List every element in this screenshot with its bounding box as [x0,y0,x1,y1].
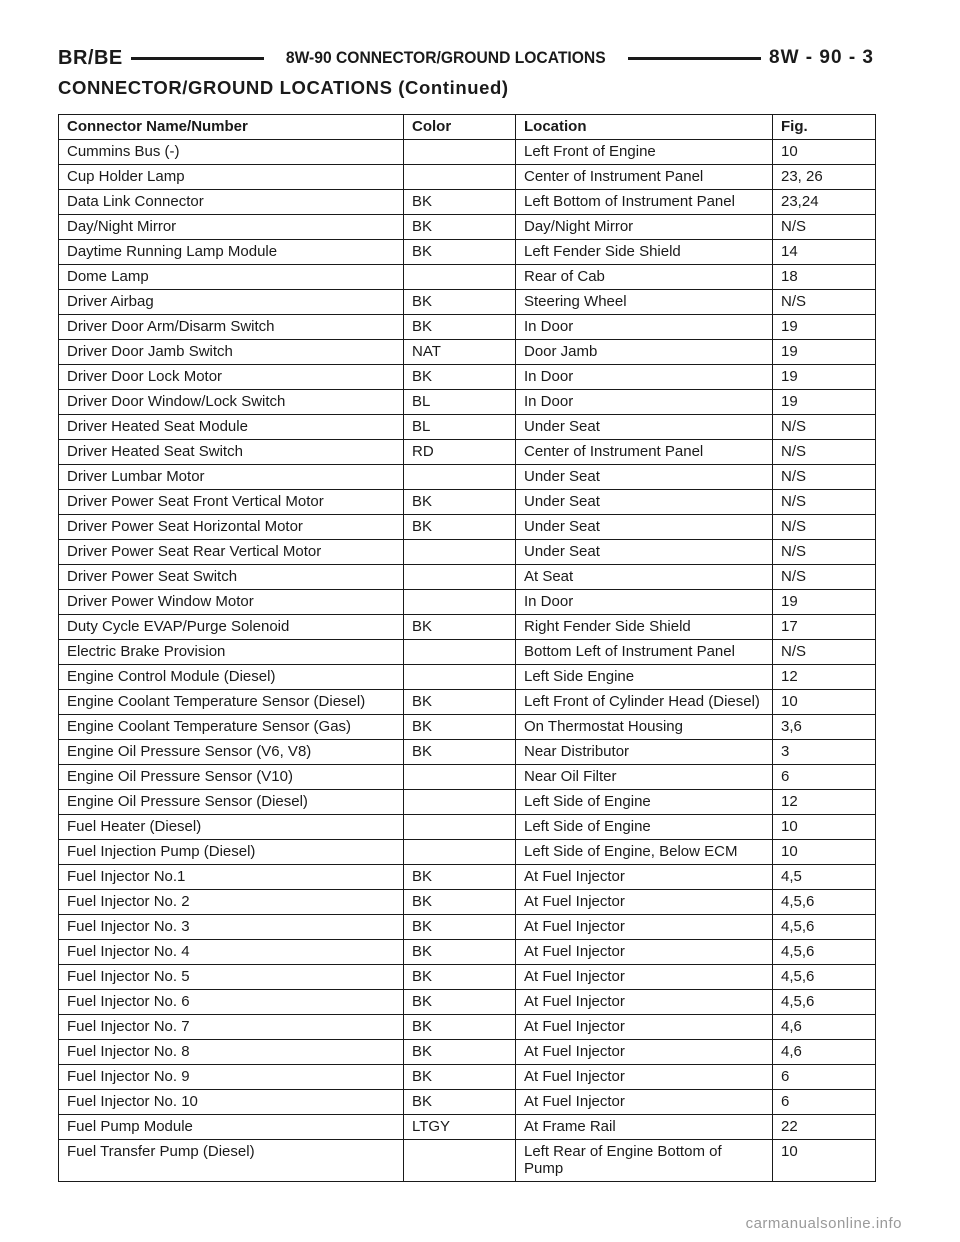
cell-location: Center of Instrument Panel [516,165,773,190]
cell-location: At Fuel Injector [516,965,773,990]
cell-connector-name: Driver Power Seat Horizontal Motor [59,515,404,540]
vehicle-code: BR/BE [58,46,123,69]
table-row [59,890,876,915]
table-row [59,540,876,565]
cell-color [404,640,516,665]
cell-connector-name: Engine Coolant Temperature Sensor (Diesel) [59,690,404,715]
cell-connector-name: Fuel Injector No. 6 [59,990,404,1015]
cell-fig: 19 [773,315,876,340]
cell-fig: 3 [773,740,876,765]
cell-location: At Fuel Injector [516,890,773,915]
cell-connector-name: Data Link Connector [59,190,404,215]
cell-location: Rear of Cab [516,265,773,290]
cell-color: BK [404,915,516,940]
cell-fig: 6 [773,1065,876,1090]
cell-location: Door Jamb [516,340,773,365]
cell-location: At Fuel Injector [516,1040,773,1065]
cell-connector-name: Driver Power Window Motor [59,590,404,615]
table-row [59,765,876,790]
cell-connector-name: Fuel Transfer Pump (Diesel) [59,1140,404,1182]
table-row [59,740,876,765]
cell-location: Left Front of Cylinder Head (Diesel) [516,690,773,715]
cell-connector-name: Fuel Injector No. 10 [59,1090,404,1115]
cell-connector-name: Duty Cycle EVAP/Purge Solenoid [59,615,404,640]
cell-fig: N/S [773,515,876,540]
cell-connector-name: Engine Oil Pressure Sensor (Diesel) [59,790,404,815]
cell-location: Under Seat [516,540,773,565]
cell-color: BL [404,390,516,415]
cell-fig: 4,5 [773,865,876,890]
cell-fig: 23,24 [773,190,876,215]
cell-connector-name: Fuel Heater (Diesel) [59,815,404,840]
table-row [59,915,876,940]
cell-color [404,465,516,490]
cell-connector-name: Driver Power Seat Switch [59,565,404,590]
cell-connector-name: Engine Oil Pressure Sensor (V10) [59,765,404,790]
cell-location: At Fuel Injector [516,1015,773,1040]
cell-fig: 14 [773,240,876,265]
cell-color [404,140,516,165]
cell-location: At Fuel Injector [516,1090,773,1115]
cell-color: BK [404,240,516,265]
cell-color [404,840,516,865]
cell-connector-name: Driver Heated Seat Module [59,415,404,440]
cell-color: NAT [404,340,516,365]
table-row [59,490,876,515]
cell-connector-name: Driver Door Lock Motor [59,365,404,390]
cell-fig: 19 [773,590,876,615]
table-row [59,140,876,165]
cell-fig: 19 [773,340,876,365]
cell-fig: N/S [773,215,876,240]
cell-color: BK [404,1040,516,1065]
cell-fig: 4,5,6 [773,965,876,990]
cell-location: Day/Night Mirror [516,215,773,240]
cell-connector-name: Driver Airbag [59,290,404,315]
cell-color: BK [404,740,516,765]
cell-location: At Fuel Injector [516,990,773,1015]
cell-fig: N/S [773,640,876,665]
cell-connector-name: Driver Power Seat Rear Vertical Motor [59,540,404,565]
table-row [59,865,876,890]
column-header-fig: Fig. [773,115,876,140]
table-row [59,415,876,440]
cell-location: Left Bottom of Instrument Panel [516,190,773,215]
cell-color: BK [404,365,516,390]
cell-fig: 23, 26 [773,165,876,190]
cell-location: At Fuel Injector [516,865,773,890]
cell-location: At Frame Rail [516,1115,773,1140]
table-row [59,290,876,315]
cell-location: Right Fender Side Shield [516,615,773,640]
cell-fig: 10 [773,690,876,715]
cell-fig: 4,5,6 [773,990,876,1015]
cell-color: BK [404,965,516,990]
page-number: 8W - 90 - 3 [769,47,875,68]
table-row [59,1015,876,1040]
cell-connector-name: Driver Door Arm/Disarm Switch [59,315,404,340]
cell-color [404,565,516,590]
cell-color: BK [404,490,516,515]
cell-connector-name: Engine Oil Pressure Sensor (V6, V8) [59,740,404,765]
cell-fig: 12 [773,665,876,690]
cell-location: At Fuel Injector [516,915,773,940]
cell-connector-name: Day/Night Mirror [59,215,404,240]
connector-location-table [58,114,876,1182]
cell-location: In Door [516,365,773,390]
table-row [59,165,876,190]
cell-connector-name: Driver Door Jamb Switch [59,340,404,365]
cell-connector-name: Driver Door Window/Lock Switch [59,390,404,415]
cell-color [404,815,516,840]
header-rule-left [131,57,264,60]
cell-location: At Fuel Injector [516,940,773,965]
cell-fig: 3,6 [773,715,876,740]
section-title: 8W-90 CONNECTOR/GROUND LOCATIONS [286,48,606,67]
cell-color [404,540,516,565]
table-row [59,815,876,840]
table-row [59,615,876,640]
cell-fig: 10 [773,1140,876,1182]
cell-connector-name: Driver Lumbar Motor [59,465,404,490]
table-row [59,1065,876,1090]
table-row [59,1140,876,1182]
table-row [59,790,876,815]
table-row [59,390,876,415]
cell-location: Under Seat [516,490,773,515]
cell-fig: N/S [773,290,876,315]
cell-color: BK [404,1015,516,1040]
cell-fig: N/S [773,415,876,440]
cell-fig: 4,5,6 [773,890,876,915]
table-body [59,140,876,1182]
table-row [59,515,876,540]
cell-fig: 4,6 [773,1040,876,1065]
cell-fig: 22 [773,1115,876,1140]
cell-location: Left Fender Side Shield [516,240,773,265]
cell-location: At Seat [516,565,773,590]
page-header [58,44,874,72]
cell-fig: 4,6 [773,1015,876,1040]
table-row [59,1115,876,1140]
cell-connector-name: Driver Power Seat Front Vertical Motor [59,490,404,515]
cell-fig: 19 [773,390,876,415]
cell-connector-name: Fuel Injector No. 2 [59,890,404,915]
cell-fig: N/S [773,465,876,490]
column-header-color: Color [404,115,516,140]
cell-location: Left Front of Engine [516,140,773,165]
cell-color: BK [404,190,516,215]
cell-connector-name: Fuel Injection Pump (Diesel) [59,840,404,865]
table-row [59,840,876,865]
header-rule-right [628,57,761,60]
cell-color: BK [404,515,516,540]
table-heading: CONNECTOR/GROUND LOCATIONS (Continued) [58,77,509,98]
cell-color [404,1140,516,1182]
table-row [59,440,876,465]
cell-fig: N/S [773,540,876,565]
cell-color: BK [404,290,516,315]
table-row [59,990,876,1015]
cell-connector-name: Dome Lamp [59,265,404,290]
cell-location: Under Seat [516,415,773,440]
cell-connector-name: Fuel Injector No. 5 [59,965,404,990]
cell-location: Left Side of Engine, Below ECM [516,840,773,865]
table-row [59,565,876,590]
cell-location: Near Oil Filter [516,765,773,790]
cell-location: In Door [516,315,773,340]
cell-connector-name: Driver Heated Seat Switch [59,440,404,465]
table-row [59,690,876,715]
cell-fig: N/S [773,565,876,590]
cell-fig: 6 [773,1090,876,1115]
cell-fig: 4,5,6 [773,915,876,940]
cell-location: In Door [516,390,773,415]
cell-connector-name: Fuel Injector No. 3 [59,915,404,940]
table-row [59,590,876,615]
table-row [59,665,876,690]
cell-fig: 12 [773,790,876,815]
cell-fig: 10 [773,140,876,165]
column-header-connector: Connector Name/Number [59,115,404,140]
cell-connector-name: Fuel Injector No. 9 [59,1065,404,1090]
cell-location: Center of Instrument Panel [516,440,773,465]
cell-location: In Door [516,590,773,615]
table-row [59,465,876,490]
table-row [59,215,876,240]
cell-location: Left Side Engine [516,665,773,690]
cell-color: BK [404,615,516,640]
cell-location: Left Side of Engine [516,815,773,840]
cell-color [404,790,516,815]
table-row [59,965,876,990]
cell-fig: 10 [773,840,876,865]
table-row [59,340,876,365]
cell-connector-name: Fuel Injector No. 8 [59,1040,404,1065]
cell-color [404,165,516,190]
cell-location: On Thermostat Housing [516,715,773,740]
cell-color: BK [404,865,516,890]
cell-fig: 18 [773,265,876,290]
table-row [59,190,876,215]
table-row [59,365,876,390]
cell-fig: 6 [773,765,876,790]
cell-color: BL [404,415,516,440]
cell-location: At Fuel Injector [516,1065,773,1090]
cell-connector-name: Engine Control Module (Diesel) [59,665,404,690]
table-row [59,940,876,965]
cell-connector-name: Daytime Running Lamp Module [59,240,404,265]
cell-fig: 10 [773,815,876,840]
cell-color: BK [404,715,516,740]
cell-color: LTGY [404,1115,516,1140]
cell-connector-name: Engine Coolant Temperature Sensor (Gas) [59,715,404,740]
table-row [59,315,876,340]
cell-color [404,265,516,290]
cell-connector-name: Fuel Injector No. 4 [59,940,404,965]
cell-location: Bottom Left of Instrument Panel [516,640,773,665]
cell-fig: 19 [773,365,876,390]
table-row [59,640,876,665]
cell-fig: 4,5,6 [773,940,876,965]
cell-connector-name: Cup Holder Lamp [59,165,404,190]
cell-location: Near Distributor [516,740,773,765]
cell-color: BK [404,1065,516,1090]
table-row [59,715,876,740]
cell-location: Left Side of Engine [516,790,773,815]
cell-connector-name: Electric Brake Provision [59,640,404,665]
table-row [59,1090,876,1115]
cell-color [404,665,516,690]
cell-color: BK [404,940,516,965]
cell-color: BK [404,690,516,715]
cell-color [404,765,516,790]
table-row [59,1040,876,1065]
cell-color: BK [404,1090,516,1115]
cell-location: Under Seat [516,465,773,490]
cell-color: BK [404,990,516,1015]
watermark: carmanualsonline.info [745,1215,902,1232]
table-header-row [59,115,876,140]
cell-fig: N/S [773,490,876,515]
cell-location: Left Rear of Engine Bottom of Pump [516,1140,773,1182]
cell-color: RD [404,440,516,465]
cell-fig: 17 [773,615,876,640]
cell-fig: N/S [773,440,876,465]
table-row [59,240,876,265]
column-header-location: Location [516,115,773,140]
cell-color: BK [404,215,516,240]
cell-connector-name: Cummins Bus (-) [59,140,404,165]
cell-location: Steering Wheel [516,290,773,315]
cell-location: Under Seat [516,515,773,540]
cell-connector-name: Fuel Injector No. 7 [59,1015,404,1040]
table-row [59,265,876,290]
cell-color [404,590,516,615]
cell-connector-name: Fuel Injector No.1 [59,865,404,890]
cell-color: BK [404,315,516,340]
cell-color: BK [404,890,516,915]
cell-connector-name: Fuel Pump Module [59,1115,404,1140]
